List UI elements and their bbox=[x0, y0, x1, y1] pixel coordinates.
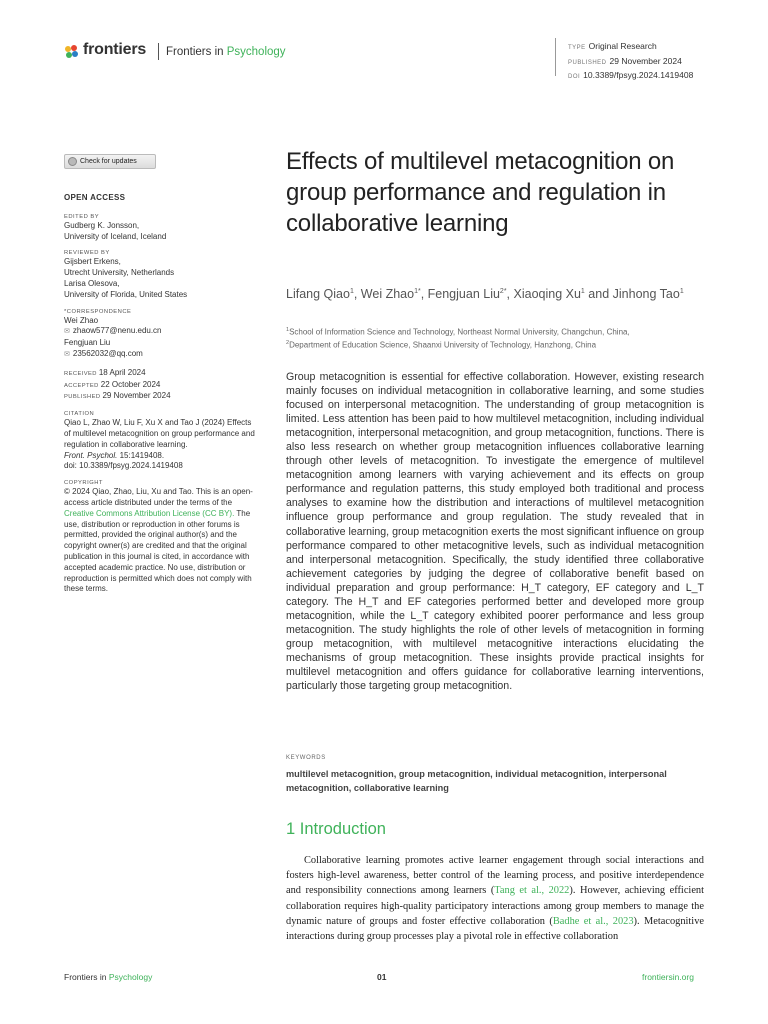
introduction-paragraph: Collaborative learning promotes active learner engagement through social interactions and fosters high-level awareness, better control of the learning process, and positive interdependence and responsibility connections among learners (Tang et al., 2022). However, achieving efficient collaboration requires high-quality participatory interactions among group members to manage the dynamic nature of groups and foster effective collaboration (Badhe et al., 2023). Metacognitive interactions during group processes play a pivotal role in effective collaboration bbox=[286, 855, 705, 943]
reviewer-affiliation: Utrecht University, Netherlands bbox=[64, 268, 175, 278]
author[interactable]: Jinhong Tao$^1$ bbox=[612, 287, 684, 302]
citation-label: CITATION bbox=[64, 411, 95, 418]
update-check-icon bbox=[68, 157, 77, 166]
open-access-label: OPEN ACCESS bbox=[64, 193, 126, 202]
footer-website-link[interactable]: frontiersin.org bbox=[642, 972, 694, 982]
frontiers-logo-icon bbox=[64, 44, 80, 60]
meta-doi: DOI 10.3389/fpsyg.2024.1419408 bbox=[568, 70, 694, 80]
affiliation: $^2$Department of Education Science, Shaanxi University of Technology, Hanzhong, China bbox=[286, 339, 597, 350]
reviewed-by-label: REVIEWED BY bbox=[64, 250, 110, 257]
citation-text: Qiao L, Zhao W, Liu F, Xu X and Tao J (2024) Effects of multilevel metacognition on group performance and regulation in collaborative learning. bbox=[64, 418, 255, 449]
article-title: Effects of multilevel metacognition on group performance and regulation in collaborative learning bbox=[286, 148, 675, 237]
brand-name[interactable]: frontiers bbox=[83, 41, 147, 58]
copyright-text: © 2024 Qiao, Zhao, Liu, Xu and Tao. This is an open-access article distributed under the terms of the Creative Commons Attribution License (CC BY). The use, distribution or reproduction in other forums is permitted, provided the original author(s) and the copyright owner(s) are credited and that the original publication in this journal is cited, in accordance with accepted academic practice. No use, distribution or reproduction is permitted which does not comply with these terms. bbox=[64, 487, 253, 594]
correspondent-email[interactable]: ✉ zhaow577@nenu.edu.cn bbox=[64, 326, 259, 338]
author[interactable]: Fengjuan Liu$^{2*}$ bbox=[427, 287, 507, 302]
correspondent-email[interactable]: ✉ 23562032@qq.com bbox=[64, 349, 259, 361]
section-heading: 1 Introduction bbox=[286, 820, 386, 838]
affiliation: $^1$School of Information Science and Technology, Northeast Normal University, Changchun, China, bbox=[286, 327, 630, 337]
page-number: 01 bbox=[377, 972, 387, 982]
article-info-sidebar bbox=[64, 193, 259, 595]
published-date: PUBLISHED 29 November 2024 bbox=[64, 391, 171, 401]
author[interactable]: Xiaoqing Xu$^1$ bbox=[513, 287, 585, 302]
journal-name[interactable] bbox=[166, 46, 286, 58]
footer-journal[interactable]: Frontiers in Psychology bbox=[64, 972, 153, 982]
article-meta bbox=[568, 40, 693, 84]
check-for-updates-button[interactable] bbox=[64, 154, 156, 169]
check-for-updates-label: Check for updates bbox=[80, 158, 137, 165]
abstract: Group metacognition is essential for effective collaboration. However, existing research mainly focuses on individual metacognition in collaborative learning, and some studies focused on interpersonal metacognition. The understanding of group metacognition is limited. Less attention has been paid to how multilevel metacognition, including individual metacognition, interpersonal metacognition, and group metacognition, functions. There is also less research on whether group metacognition influences collaborative learning through other levels of metacognition. To investigate the emergence of multilevel metacognition among learners with varying achievement and its effects on group performance and regulation patterns, this study employed both traditional and process analyses to examine how the distribution and interactions of multilevel metacognition influence group performance and group regulation. The study revealed that in collaborative learning, group metacognition exerts the most significant influence on group performance compared to other metacognitive levels, such as individual metacognition and interpersonal metacognition. Specifically, the study identified three collaborative achievement categories by judging the degree of collaborative benefit based on individual preparation and group performance: H_T category, EF category and L_T category. The H_T and EF categories performed better and developed more group metacognition, while the L_T category exhibited poorer performance and less group metacognition. The study highlights the role of other levels of metacognition in forming group metacognition, with multilevel metacognitive interactions elucidating the mechanisms of group metacognition. These insights provide practical insights for multilevel metacognition and offers guidance for collaborative learning interventions, particularly those targeting group metacognition. bbox=[286, 371, 704, 693]
citation-journal: Front. Psychol. 15:1419408. bbox=[64, 450, 165, 460]
journal-title: Psychology bbox=[226, 46, 286, 58]
reviewer-name: Larisa Olesova, bbox=[64, 278, 120, 288]
brand-divider bbox=[158, 43, 159, 60]
correspondence-label: *CORRESPONDENCE bbox=[64, 308, 132, 315]
correspondent-name: Wei Zhao bbox=[64, 315, 99, 325]
editor-name: Gudberg K. Jonsson, bbox=[64, 220, 140, 230]
author[interactable]: Wei Zhao$^{1*}$ bbox=[360, 287, 421, 302]
citation-link[interactable]: Tang et al., 2022 bbox=[494, 885, 570, 897]
citation-doi[interactable]: doi: 10.3389/fpsyg.2024.1419408 bbox=[64, 461, 183, 471]
edited-by-label: EDITED BY bbox=[64, 213, 100, 220]
correspondent-name: Fengjuan Liu bbox=[64, 338, 111, 348]
author-list: Lifang Qiao$^1$, Wei Zhao$^{1*}$, Fengjuan Liu$^{2*}$, Xiaoqing Xu$^1$ and Jinhong Tao$^1$ bbox=[286, 287, 684, 302]
license-link[interactable]: Creative Commons Attribution License (CC BY). bbox=[64, 508, 235, 518]
editor-affiliation: University of Iceland, Iceland bbox=[64, 231, 167, 241]
accepted-date: ACCEPTED 22 October 2024 bbox=[64, 379, 161, 389]
citation-link[interactable]: Badhe et al., 2023 bbox=[552, 915, 634, 927]
meta-published: PUBLISHED 29 November 2024 bbox=[568, 55, 682, 66]
author[interactable]: Lifang Qiao$^1$ bbox=[286, 287, 354, 302]
meta-type: TYPE Original Research bbox=[568, 41, 657, 51]
journal-prefix: Frontiers in bbox=[166, 46, 224, 58]
received-date: RECEIVED 18 April 2024 bbox=[64, 367, 146, 377]
copyright-label: COPYRIGHT bbox=[64, 480, 103, 487]
reviewer-affiliation: University of Florida, United States bbox=[64, 289, 188, 299]
keywords-label: KEYWORDS bbox=[286, 755, 326, 761]
keywords: multilevel metacognition, group metacognition, individual metacognition, interpersonal metacognition, collaborative learning bbox=[286, 769, 667, 793]
meta-divider bbox=[555, 38, 556, 76]
reviewer-name: Gijsbert Erkens, bbox=[64, 257, 121, 267]
affiliations bbox=[286, 325, 716, 350]
